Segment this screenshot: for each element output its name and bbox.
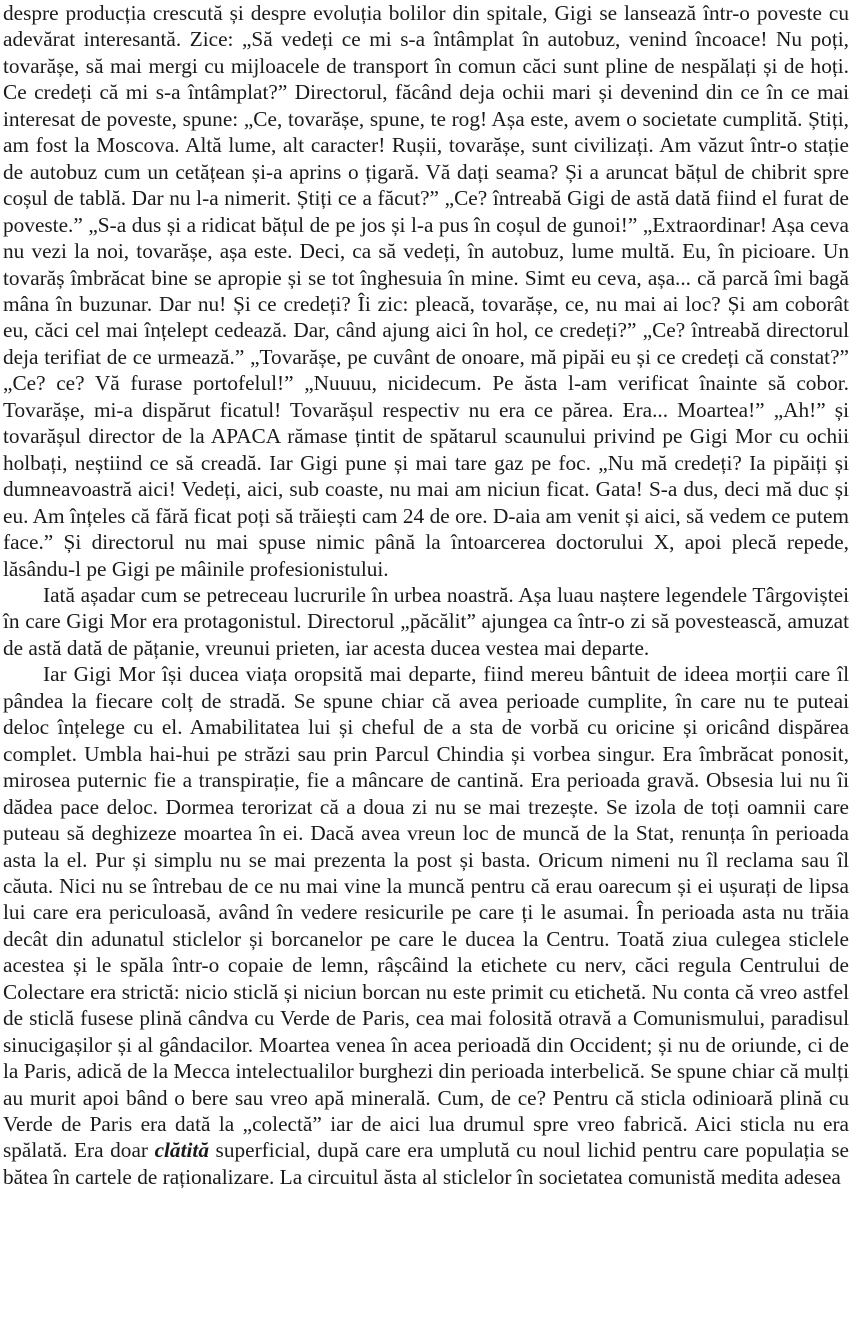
document-page bbox=[3, 0, 849, 1190]
emphasized-word: clătită bbox=[154, 1138, 209, 1163]
paragraph-story-continuation: despre producția crescută și despre evoluția bolilor din spitale, Gigi se lansează într-o poveste cu adevărat interesantă. Zice: „Să vedeți ce mi s-a întâmplat în autobuz, venind încoace! Nu poți, tovarășe, să mai mergi cu mijloacele de transport în comun căci sunt pline de nespălați și de hoți. Ce credeți că mi s-a întâmplat?” Directorul, făcând deja ochii mari și devenind din ce în ce mai interesat de poveste, spune: „Ce, tovarășe, spune, te rog! Așa este, avem o societate cumplită. Știți, am fost la Moscova. Altă lume, alt caracter! Rușii, tovarășe, sunt civilizați. Am văzut într-o stație de autobuz cum un cetățean și-a aprins o țigară. Vă dați seama? Și a aruncat bățul de chibrit spre coșul de tablă. Dar nu l-a nimerit. Știți ce a făcut?” „Ce? întreabă Gigi de astă dată fiind el furat de poveste.” „S-a dus și a ridicat bățul de pe jos și l-a pus în coșul de gunoi!” „Extraordinar! Așa ceva nu vezi la noi, tovarășe, așa este. Deci, ca să vedeți, în autobuz, lume multă. Eu, în picioare. Un tovarăș îmbrăcat bine se apropie și se tot înghesuia în mine. Simt eu ceva, așa... că parcă îmi bagă mâna în buzunar. Dar nu! Și ce credeți? Îi zic: pleacă, tovarășe, ce, nu mai ai loc? Și am coborât eu, căci cel mai înțelept cedează. Dar, când ajung aici în hol, ce credeți?” „Ce? întreabă directorul deja terifiat de ce urmează.” „Tovarășe, pe cuvânt de onoare, mă pipăi eu și ce credeți că constat?” „Ce? ce? Vă furase portofelul!” „Nuuuu, nicidecum. Pe ăsta l-am verificat înainte să cobor. Tovarășe, mi-a dispărut ficatul! Tovarășul respectiv nu era ce părea. Era... Moartea!” „Ah!” și tovarășul director de la APACA rămase țintit de spătarul scaunului privind pe Gigi Mor cu ochii holbați, neștiind ce să creadă. Iar Gigi pune și mai tare gaz pe foc. „Nu mă credeți? Ia pipăiți și dumneavoastră aici! Vedeți, aici, sub coaste, nu mai am niciun ficat. Gata! S-a dus, deci mă duc și eu. Am înțeles că fără ficat poți să trăiești cam 24 de ore. D-aia am venit și aici, să vedem ce putem face.” Și directorul nu mai spuse nimic până la întoarcerea doctorului X, apoi plecă repede, lăsându-l pe Gigi pe mâinile profesionistului. bbox=[3, 1, 849, 581]
paragraph-legends: Iată așadar cum se petreceau lucrurile în urbea noastră. Așa luau naștere legendele Târgoviștei în care Gigi Mor era protagonistul. Directorul „păcălit” ajungea ca într-o zi să povestească, amuzat de astă dată de pățanie, vreunui prieten, iar acesta ducea vestea mai departe. bbox=[3, 582, 849, 660]
paragraph-text-after: superficial, după care era umplută cu noul lichid pentru care populația se bătea în cartele de raționalizare. La circuitul ăsta al sticlelor în societatea comunistă medita adesea bbox=[3, 1138, 849, 1189]
paragraph-obsession bbox=[3, 661, 849, 1190]
paragraph-text-before: Iar Gigi Mor își ducea viața oropsită mai departe, fiind mereu bântuit de ideea morții care îl pândea la fiecare colț de stradă. Se spune chiar că avea perioade cumplite, în care nu te puteai deloc înțelege cu el. Amabilitatea lui și cheful de a sta de vorbă cu oricine și oricând dispărea complet. Umbla hai-hui pe străzi sau prin Parcul Chindia și vorbea singur. Era îmbrăcat ponosit, mirosea puternic fie a transpirație, fie a mâncare de cantină. Era perioada gravă. Obsesia lui nu îi dădea pace deloc. Dormea terorizat că a doua zi nu se mai trezește. Se izola de toți oamnii care puteau să deghizeze moartea în ei. Dacă avea vreun loc de muncă de la Stat, renunța în perioada asta la el. Pur și simplu nu se mai prezenta la post și basta. Oricum nimeni nu îl reclama sau îl căuta. Nici nu se întrebau de ce nu mai vine la muncă pentru că erau oarecum și ei ușurați de lipsa lui care era periculoasă, având în vedere resicurile pe care ți le asumai. În perioada asta nu trăia decât din adunatul sticlelor și borcanelor pe care le ducea la Centru. Toată ziua culegea sticlele acestea și le spăla într-o copaie de lemn, râșcâind la etichete cu nerv, căci regula Centrului de Colectare era strictă: nicio sticlă și niciun borcan nu este primit cu etichetă. Nu conta că vreo astfel de sticlă fusese plină cândva cu Verde de Paris, cea mai folosită otravă a Comunismului, paradisul sinucigașilor și al gândacilor. Moartea venea în acea perioadă din Occident; și nu de oriunde, ci de la Paris, adică de la Mecca intelectualilor burghezi din perioada interbelică. Se spune chiar că mulți au murit apoi bând o bere sau vreo apă minerală. Cum, de ce? Pentru că sticla odinioară plină cu Verde de Paris era dată la „colectă” iar de aici lua drumul spre vreo fabrică. Aici sticla nu era spălată. Era doar bbox=[3, 662, 849, 1163]
